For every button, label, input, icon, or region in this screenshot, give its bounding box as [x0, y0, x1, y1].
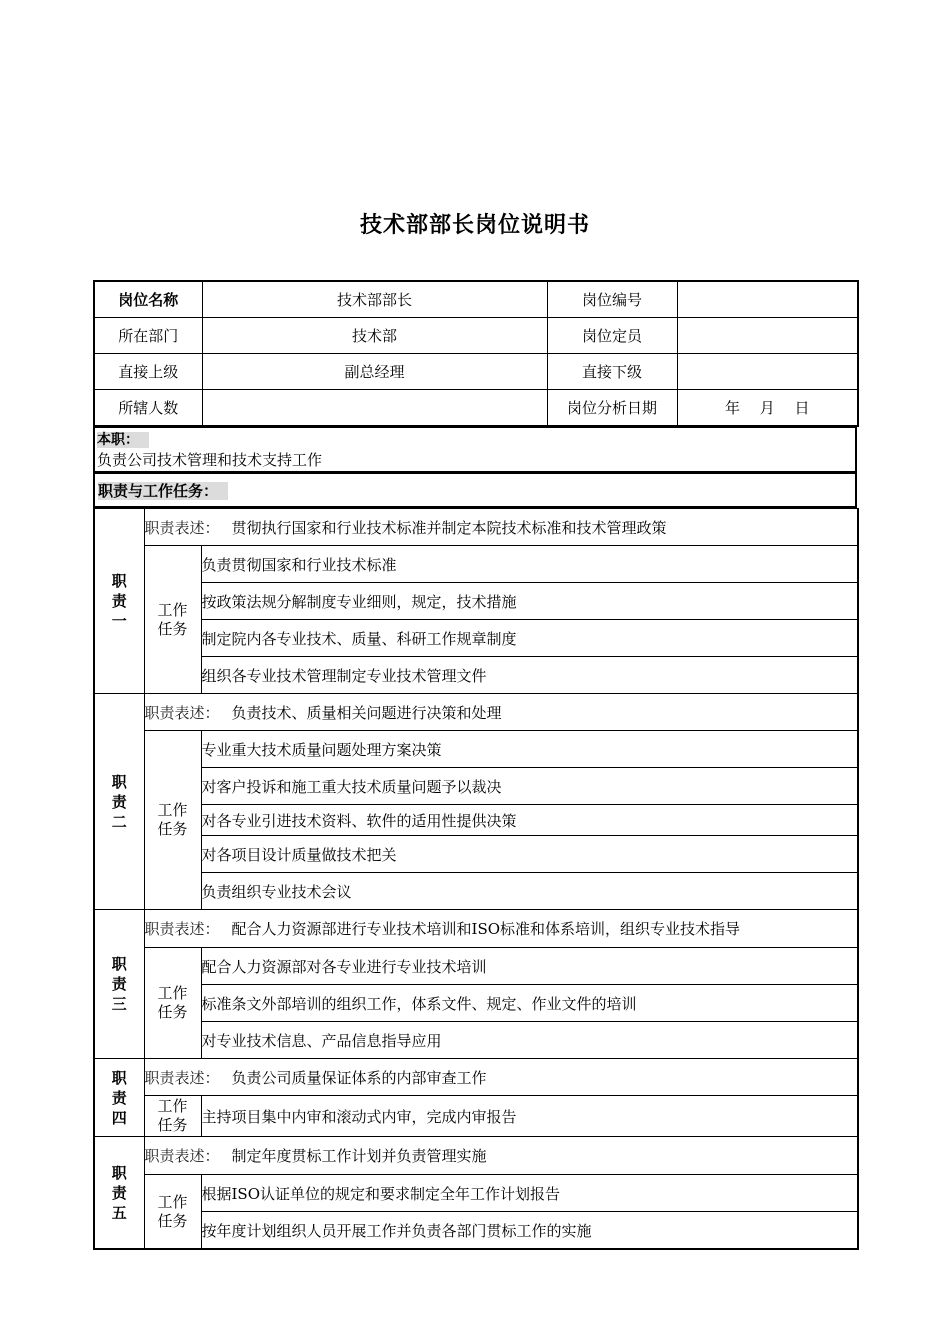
duty-statement-row — [94, 509, 858, 546]
duty-name — [94, 1059, 144, 1137]
dept-value: 技术部 — [202, 318, 547, 354]
task-row — [94, 620, 858, 657]
task-item: 负责组织专业技术会议 — [201, 873, 858, 910]
duty-name-text: 职责四 — [111, 1068, 127, 1127]
duty-statement-row — [94, 1137, 858, 1175]
statement-label: 职责表述： — [144, 1147, 220, 1165]
duty-statement — [144, 694, 858, 731]
duty-name-text: 职责三 — [111, 955, 127, 1013]
duties-header-table — [93, 473, 857, 508]
statement-text: 贯彻执行国家和行业技术标准并制定本院技术标准和技术管理政策 — [231, 518, 667, 537]
task-item: 按政策法规分解制度专业细则，规定，技术措施 — [201, 583, 858, 620]
managed-value — [202, 390, 547, 427]
statement-text: 配合人力资源部进行专业技术培训和ISO标准和体系培训，组织专业技术指导 — [231, 920, 741, 938]
task-row — [94, 657, 858, 694]
statement-text: 负责技术、质量相关问题进行决策和处理 — [231, 703, 502, 722]
analysis-date-label: 岗位分析日期 — [547, 390, 677, 427]
superior-label: 直接上级 — [94, 354, 202, 390]
task-item: 负责贯彻国家和行业技术标准 — [201, 546, 858, 583]
task-label — [144, 1175, 201, 1250]
duty-name-text: 职责一 — [111, 572, 127, 630]
analysis-date-value: 年 月 日 — [677, 390, 858, 427]
headcount-value — [677, 318, 858, 354]
summary-label: 本职： — [97, 432, 149, 448]
task-item: 对专业技术信息、产品信息指导应用 — [201, 1022, 858, 1059]
task-item: 主持项目集中内审和滚动式内审，完成内审报告 — [201, 1096, 858, 1137]
task-item: 组织各专业技术管理制定专业技术管理文件 — [201, 657, 858, 694]
summary-cell — [94, 428, 856, 473]
task-label-text: 工作任务 — [157, 984, 188, 1021]
task-label-text: 工作任务 — [157, 801, 188, 838]
position-code-value — [677, 281, 858, 318]
subordinate-label: 直接下级 — [547, 354, 677, 390]
task-row — [94, 1022, 858, 1059]
superior-value: 副总经理 — [202, 354, 547, 390]
dept-label: 所在部门 — [94, 318, 202, 354]
subordinate-value — [677, 354, 858, 390]
task-item: 对客户投诉和施工重大技术质量问题予以裁决 — [201, 768, 858, 805]
task-item: 制定院内各专业技术、质量、科研工作规章制度 — [201, 620, 858, 657]
task-item: 标准条文外部培训的组织工作，体系文件、规定、作业文件的培训 — [201, 985, 858, 1022]
duty-statement — [144, 1059, 858, 1096]
task-row — [94, 985, 858, 1022]
task-label-text: 工作任务 — [157, 1192, 188, 1230]
task-row — [94, 1096, 858, 1137]
duty-name — [94, 509, 144, 694]
duty-statement-row — [94, 910, 858, 948]
task-item: 对各项目设计质量做技术把关 — [201, 836, 858, 873]
task-row — [94, 805, 858, 836]
statement-label: 职责表述： — [144, 518, 220, 537]
summary-text: 负责公司技术管理和技术支持工作 — [97, 451, 323, 469]
duty-statement — [144, 509, 858, 546]
duty-name-text: 职责五 — [111, 1163, 127, 1222]
duty-name-text: 职责二 — [111, 772, 127, 831]
task-label — [144, 948, 201, 1059]
statement-text: 负责公司质量保证体系的内部审查工作 — [231, 1068, 487, 1087]
task-label — [144, 546, 201, 694]
job-description-sheet — [93, 280, 857, 1250]
statement-label: 职责表述： — [144, 703, 220, 722]
document-title: 技术部部长岗位说明书 — [359, 213, 590, 238]
task-row — [94, 1212, 858, 1250]
task-row — [94, 583, 858, 620]
task-row — [94, 546, 858, 583]
task-row — [94, 948, 858, 985]
task-row — [94, 768, 858, 805]
task-item: 根据ISO认证单位的规定和要求制定全年工作计划报告 — [201, 1175, 858, 1212]
task-row — [94, 1175, 858, 1212]
duty-statement — [144, 1137, 858, 1175]
statement-label: 职责表述： — [144, 920, 220, 938]
duty-name — [94, 910, 144, 1059]
task-label — [144, 1096, 201, 1137]
task-item: 专业重大技术质量问题处理方案决策 — [201, 731, 858, 768]
task-label — [144, 731, 201, 910]
summary-table — [93, 427, 857, 473]
statement-label: 职责表述： — [144, 1068, 220, 1087]
duties-header: 职责与工作任务： — [98, 482, 228, 500]
position-name-label: 岗位名称 — [94, 281, 202, 318]
task-item: 对各专业引进技术资料、软件的适用性提供决策 — [201, 805, 858, 836]
task-label-text: 工作任务 — [157, 600, 188, 638]
duties-header-cell — [94, 474, 856, 508]
task-row — [94, 731, 858, 768]
task-item: 按年度计划组织人员开展工作并负责各部门贯标工作的实施 — [201, 1212, 858, 1250]
duties-table — [93, 508, 859, 1250]
position-name-value: 技术部部长 — [202, 281, 547, 318]
task-row — [94, 873, 858, 910]
info-table — [93, 280, 859, 427]
duty-name — [94, 694, 144, 910]
duty-statement-row — [94, 694, 858, 731]
task-row — [94, 836, 858, 873]
duty-statement-row — [94, 1059, 858, 1096]
managed-label: 所辖人数 — [94, 390, 202, 427]
duty-name — [94, 1137, 144, 1250]
position-code-label: 岗位编号 — [547, 281, 677, 318]
duty-statement — [144, 910, 858, 948]
headcount-label: 岗位定员 — [547, 318, 677, 354]
task-label-text: 工作任务 — [157, 1097, 188, 1134]
statement-text: 制定年度贯标工作计划并负责管理实施 — [231, 1147, 487, 1165]
task-item: 配合人力资源部对各专业进行专业技术培训 — [201, 948, 858, 985]
